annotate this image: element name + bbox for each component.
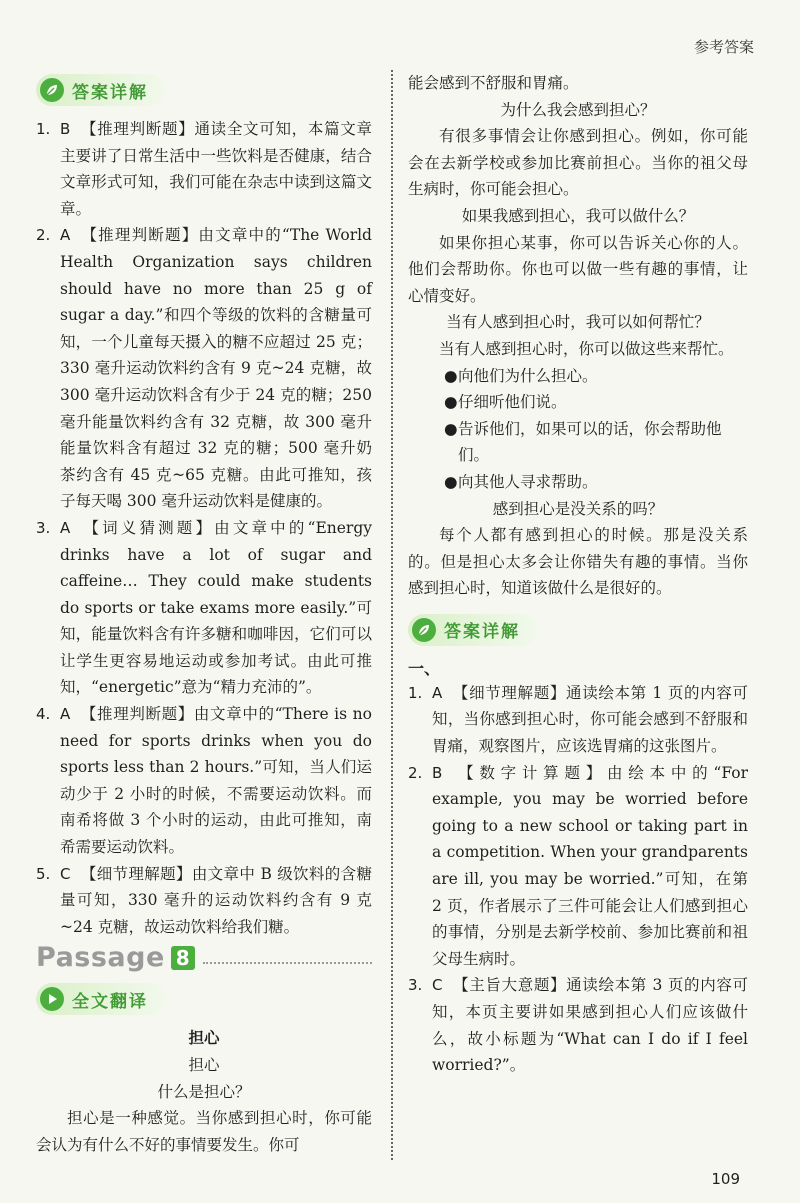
part-label: 一、: [408, 658, 441, 678]
leaf-icon: [40, 78, 64, 102]
question-type: 【推理判断题】: [80, 226, 199, 245]
section-title: 答案详解: [444, 622, 520, 643]
question-type: 【推理判断题】: [80, 120, 195, 138]
dotted-rule: [203, 962, 372, 964]
right-column: [408, 70, 748, 1079]
translation-paragraph: 每个人都有感到担心的时候。那是没关系的。但是担心太多会让你错失有趣的事情。当你感到担心时，知道该做什么是很好的。: [408, 526, 748, 598]
bullet-icon: ●: [444, 366, 458, 385]
bullet-icon: ●: [444, 393, 458, 412]
passage-heading: [36, 942, 372, 973]
column-divider: [391, 70, 393, 1160]
running-header: 参考答案: [693, 38, 754, 56]
answer-explanation: 由文章中 B 级饮料的含糖量可知，330 毫升的运动饮料约含有 9 克~24 克糖，故运动饮料给我们糖。: [60, 864, 372, 936]
question-type: 【词义猜测题】: [80, 518, 215, 537]
translation-paragraph: 如果你担心某事，你可以告诉关心你的人。他们会帮助你。你也可以做一些有趣的事情，让心情变好。: [408, 233, 748, 305]
translation-heading: 什么是担心？: [157, 1082, 251, 1101]
answer-explanation: 通读全文可知，本篇文章主要讲了日常生活中一些饮料是否健康，结合文章形式可知，我们可能在杂志中读到这篇文章。: [60, 120, 372, 218]
answer-letter: A: [432, 683, 443, 702]
answer-letter: B: [432, 763, 443, 782]
answer-letter: A: [60, 518, 71, 537]
page-number: 109: [711, 1170, 740, 1188]
answer-letter: C: [432, 976, 443, 995]
answer-explanation: 由文章中的“Energy drinks have a lot of sugar and caffeine… They could make students do sports or take exams more easily.”可知，能量饮料含有许多糖和咖啡因，它们可以让学生更容易地运动或参加考试。由此可推知，“energetic”意为“精力充沛的”。: [60, 518, 372, 697]
answer-explanation: 通读绘本第 1 页的内容可知，当你感到担心时，你可能会感到不舒服和胃痛，观察图片，应该选胃痛的这张图片。: [432, 683, 748, 756]
translation-heading: 当有人感到担心时，我可以如何帮忙？: [446, 313, 710, 332]
answer-explanation: 由文章中的“The World Health Organization says children should have no more than 25 g of sugar a day.”和四个等级的饮料的含糖量可知，一个儿童每天摄入的糖不应超过 25 克；330 毫升运动饮料约含有 9 克~24 克糖，故 300 毫升运动饮料含有少于 24 克的糖；250 毫升能量饮料约含有 32 克糖，故 300 毫升能量饮料含有超过 32 克的糖；500 毫升奶茶约含有 45 克~65 克糖。由此可推知，孩子每天喝 300 毫升运动饮料是健康的。: [60, 226, 372, 511]
passage-number: 8: [171, 946, 195, 970]
answer-letter: C: [60, 864, 71, 883]
answer-item: 3. C 【主旨大意题】通读绘本第 3 页的内容可知，本页主要讲如果感到担心人们应该做什么，故小标题为“What can I do if I feel worried?”。: [408, 976, 748, 1075]
play-icon: [40, 987, 64, 1011]
answer-item: 4. A 【推理判断题】由文章中的“There is no need for sports drinks when you do sports less than 2 hours.”可知，当人们运动少于 2 小时的时候，不需要运动饮料。而南希将做 3 个小时的运动，由此可推知，南希需要运动饮料。: [36, 705, 372, 857]
answer-letter: A: [60, 226, 71, 245]
list-item: ● 向他们为什么担心。: [408, 363, 748, 390]
section-title: 全文翻译: [72, 991, 148, 1012]
translation-paragraph-continued: 能会感到不舒服和胃痛。: [408, 74, 579, 92]
translation-paragraph: 当有人感到担心时，你可以做这些来帮忙。: [439, 339, 734, 358]
answer-item: 5. C 【细节理解题】由文章中 B 级饮料的含糖量可知，330 毫升的运动饮料约含有 9 克~24 克糖，故运动饮料给我们糖。: [36, 864, 372, 936]
question-type: 【数字计算题】: [452, 763, 608, 782]
list-item: ● 告诉他们，如果可以的话，你会帮助他们。: [408, 416, 748, 469]
question-type: 【细节理解题】: [80, 864, 192, 883]
translation-subtitle: 担心: [188, 1056, 220, 1074]
list-item: ● 仔细听他们说。: [408, 389, 748, 416]
answer-item: 3. A 【词义猜测题】由文章中的“Energy drinks have a lot of sugar and caffeine… They could make students do sports or take exams more easily.”可知，能量饮料含有许多糖和咖啡因，它们可以让学生更容易地运动或参加考试。由此可推知，“energetic”意为“精力充沛的”。: [36, 518, 372, 697]
list-item: ● 向其他人寻求帮助。: [408, 469, 748, 496]
translation-heading: 感到担心是没关系的吗？: [492, 499, 664, 518]
answer-explanation: 由绘本中的“For example, you may be worried before going to a new school or taking part in a competition. When your grandparents are ill, you may be worried.”可知，在第 2 页，作者展示了三件可能会让人们感到担心的事情，分别是去新学校前、参加比赛前和祖父母生病时。: [432, 763, 748, 968]
answer-explanation: 通读绘本第 3 页的内容可知，本页主要讲如果感到担心人们应该做什么，故小标题为“What can I do if I feel worried?”。: [432, 976, 748, 1075]
answer-item: 1. B 【推理判断题】通读全文可知，本篇文章主要讲了日常生活中一些饮料是否健康，结合文章形式可知，我们可能在杂志中读到这篇文章。: [36, 120, 372, 218]
left-column: [36, 70, 372, 1158]
answer-item: 1. A 【细节理解题】通读绘本第 1 页的内容可知，当你感到担心时，你可能会感到不舒服和胃痛，观察图片，应该选胃痛的这张图片。: [408, 683, 748, 756]
question-type: 【主旨大意题】: [452, 976, 567, 995]
answer-letter: B: [60, 120, 71, 138]
answer-explanation: 由文章中的“There is no need for sports drinks when you do sports less than 2 hours.”可知，当人们运动少于 2 小时的时候，不需要运动饮料。而南希将做 3 个小时的运动，由此可推知，南希需要运动饮料。: [60, 705, 372, 857]
answer-item: 2. B 【数字计算题】由绘本中的“For example, you may be worried before going to a new school or taking part in a competition. When your grandparents are ill, you may be worried.”可知，在第 2 页，作者展示了三件可能会让人们感到担心的事情，分别是去新学校前、参加比赛前和祖父母生病时。: [408, 763, 748, 968]
question-type: 【推理判断题】: [80, 705, 194, 724]
leaf-icon: [412, 618, 436, 642]
passage-label: Passage: [36, 942, 165, 974]
translation-heading: 如果我感到担心，我可以做什么？: [461, 206, 695, 225]
translation-paragraph: 有很多事情会让你感到担心。例如，你可能会在去新学校或参加比赛前担心。当你的祖父母生病时，你可能会担心。: [408, 127, 748, 199]
bullet-icon: ●: [444, 472, 458, 491]
section-title: 答案详解: [72, 82, 148, 103]
section-header-answers: [36, 74, 166, 106]
translation-paragraph: 担心是一种感觉。当你感到担心时，你可能会认为有什么不好的事情要发生。你可: [36, 1109, 372, 1154]
question-type: 【细节理解题】: [452, 683, 567, 702]
answer-item: 2. A 【推理判断题】由文章中的“The World Health Organization says children should have no more than 25 g of sugar a day.”和四个等级的饮料的含糖量可知，一个儿童每天摄入的糖不应超过 25 克；330 毫升运动饮料约含有 9 克~24 克糖，故 300 毫升运动饮料含有少于 24 克的糖；250 毫升能量饮料约含有 32 克糖，故 300 毫升能量饮料含有超过 32 克的糖；500 毫升奶茶约含有 45 克~65 克糖。由此可推知，孩子每天喝 300 毫升运动饮料是健康的。: [36, 226, 372, 511]
section-header-translation: [36, 983, 166, 1015]
translation-title: 担心: [188, 1029, 220, 1048]
bullet-icon: ●: [444, 419, 458, 438]
answer-letter: A: [60, 705, 71, 724]
translation-heading: 为什么我会感到担心？: [500, 100, 656, 119]
section-header-answers: [408, 614, 538, 646]
